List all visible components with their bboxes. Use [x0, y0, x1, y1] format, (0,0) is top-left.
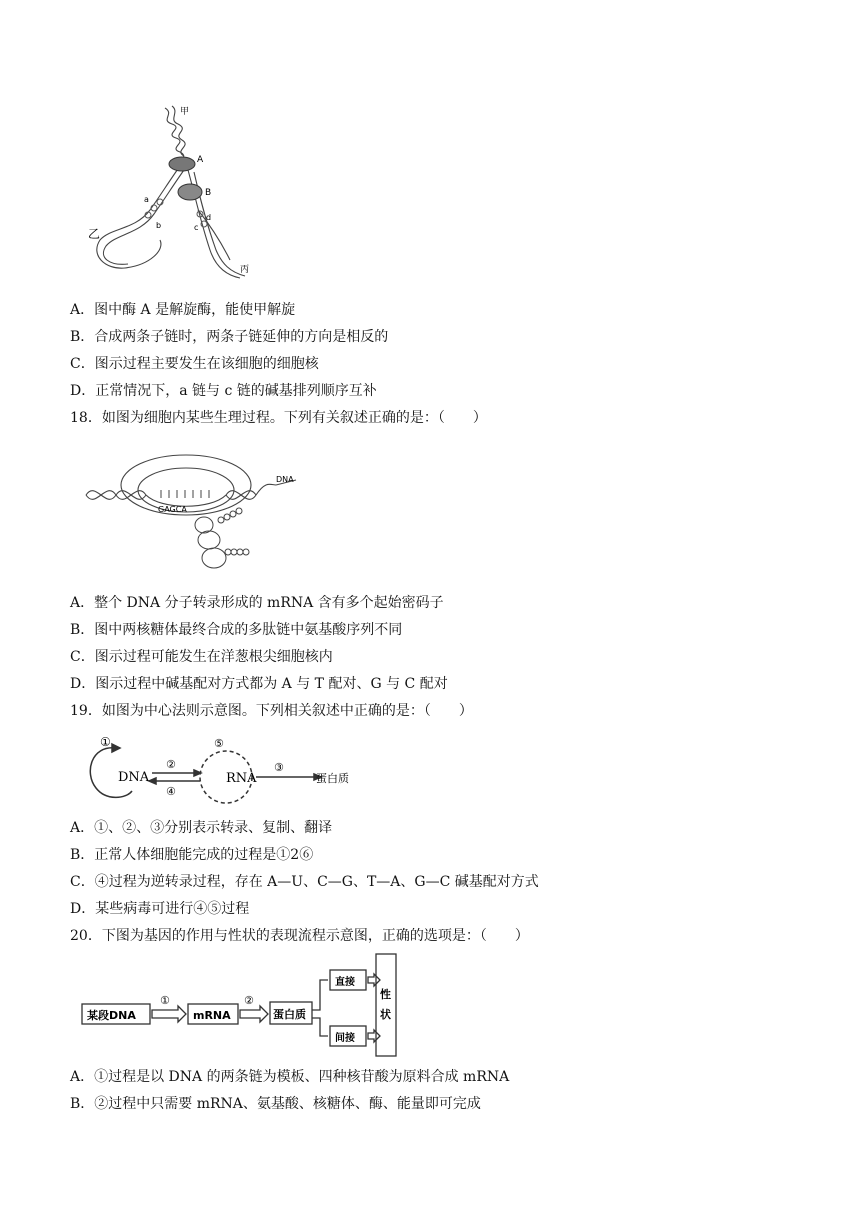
- q18-option-b: B．图中两核糖体最终合成的多肽链中氨基酸序列不同: [70, 622, 403, 638]
- direct-label: 直接: [335, 977, 355, 988]
- step-2: ②: [244, 994, 254, 1007]
- q18-stem: 18．如图为细胞内某些生理过程。下列有关叙述正确的是：（ ）: [70, 410, 487, 426]
- label-A: A: [197, 155, 204, 165]
- rna-node: RNA: [226, 771, 257, 786]
- dna-node: DNA: [118, 770, 150, 785]
- q17-option-a: A．图中酶 A 是解旋酶，能使甲解旋: [70, 302, 296, 318]
- label-bing: 丙: [240, 265, 250, 275]
- q18-option-a: A．整个 DNA 分子转录形成的 mRNA 含有多个起始密码子: [70, 595, 444, 611]
- label-d: d: [206, 213, 212, 222]
- sequence-label: GAGCA: [158, 505, 187, 514]
- q17-option-b: B．合成两条子链时，两条子链延伸的方向是相反的: [70, 329, 389, 345]
- q20-option-b: B．②过程中只需要 mRNA、氨基酸、核糖体、酶、能量即可完成: [70, 1096, 481, 1112]
- label-jia: 甲: [180, 107, 190, 117]
- protein-box-label: 蛋白质: [273, 1008, 306, 1021]
- q20-stem: 20．下图为基因的作用与性状的表现流程示意图，正确的选项是：（ ）: [70, 928, 529, 944]
- indirect-label: 间接: [335, 1033, 355, 1044]
- q19-option-c: C．④过程为逆转录过程，存在 A—U、C—G、T—A、G—C 碱基配对方式: [70, 874, 539, 890]
- step-5: ⑤: [214, 737, 224, 750]
- q18-option-d: D．图示过程中碱基配对方式都为 A 与 T 配对、G 与 C 配对: [70, 676, 448, 692]
- step-2: ②: [166, 758, 176, 771]
- q20-option-a: A．①过程是以 DNA 的两条链为模板、四种核苷酸为原料合成 mRNA: [70, 1069, 510, 1085]
- dna-label: DNA: [276, 475, 294, 484]
- q17-option-c: C．图示过程主要发生在该细胞的细胞核: [70, 356, 319, 372]
- label-b: b: [156, 221, 162, 230]
- label-B: B: [205, 188, 212, 198]
- step-4: ④: [166, 785, 176, 798]
- dna-box-label: 某段DNA: [87, 1009, 136, 1022]
- step-1: ①: [160, 994, 170, 1007]
- protein-node: 蛋白质: [316, 772, 349, 785]
- gene-expression-flow-figure: [78, 950, 408, 1060]
- dna-replication-figure: [80, 100, 260, 285]
- mrna-box-label: mRNA: [193, 1009, 231, 1022]
- q19-stem: 19．如图为中心法则示意图。下列相关叙述中正确的是：（ ）: [70, 703, 473, 719]
- trait-label-2: 状: [380, 1008, 391, 1021]
- trait-label-1: 性: [380, 988, 391, 1001]
- q19-option-d: D．某些病毒可进行④⑤过程: [70, 901, 250, 917]
- step-1: ①: [100, 735, 111, 749]
- label-a: a: [144, 195, 149, 204]
- q19-option-a: A．①、②、③分别表示转录、复制、翻译: [70, 820, 333, 836]
- step-3: ③: [274, 761, 284, 774]
- transcription-translation-figure: [66, 440, 306, 580]
- central-dogma-figure: [76, 733, 366, 808]
- q18-option-c: C．图示过程可能发生在洋葱根尖细胞核内: [70, 649, 333, 665]
- label-yi: 乙: [88, 227, 101, 241]
- q19-option-b: B．正常人体细胞能完成的过程是①2⑥: [70, 847, 314, 863]
- q17-option-d: D．正常情况下，a 链与 c 链的碱基排列顺序互补: [70, 383, 377, 399]
- label-c: c: [194, 223, 199, 232]
